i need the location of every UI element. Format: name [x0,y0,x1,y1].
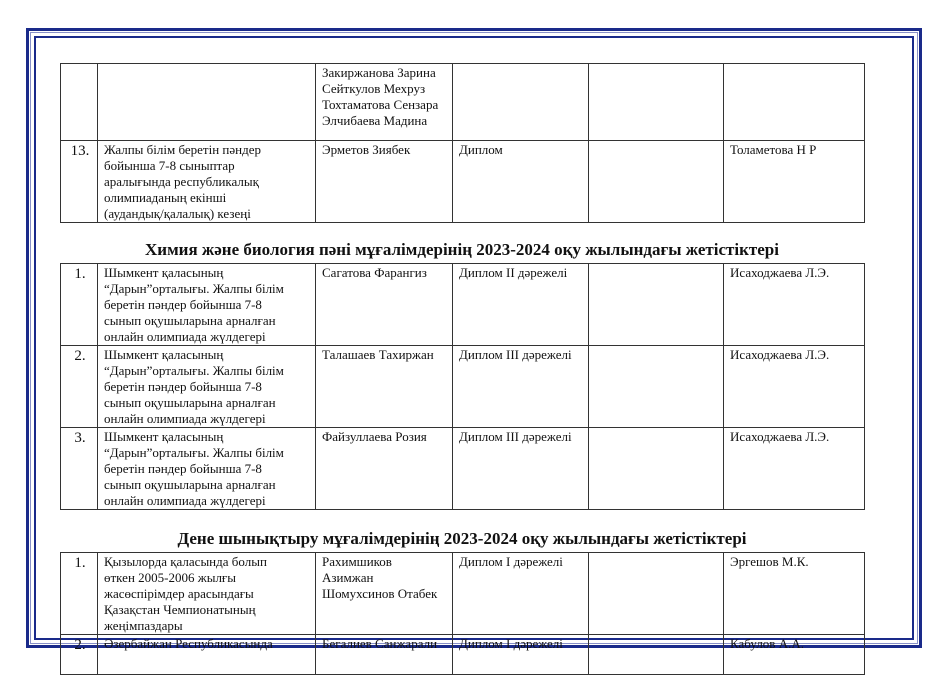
student-name: Рахимшиков [322,554,392,569]
row-number: 2. [61,635,98,675]
student-name: Бегалиев Санжарали [322,636,438,651]
award-cell: Диплом I дәрежелі [453,553,589,635]
student-name: Шомухсинов Отабек [322,586,438,601]
event-line: сынып оқушыларына арналған [104,477,276,492]
event-line: беретін пәндер бойынша 7-8 [104,379,262,394]
table-row [61,346,865,428]
event-line: жасөспірімдер арасындағы [104,586,254,601]
student-cell [316,264,453,346]
row-number: 1. [61,264,98,346]
chemistry-achievements-table [60,263,865,510]
student-name: Эрметов Зиябек [322,142,411,157]
event-line: “Дарын”орталығы. Жалпы білім [104,281,284,296]
row-number: 13. [61,141,98,223]
student-name: Закиржанова Зарина [322,65,436,80]
row-number: 2. [61,346,98,428]
row-number [61,64,98,141]
event-line: бойынша 7-8 сыныптар [104,158,235,173]
extra-cell [589,428,724,510]
award-cell: Диплом III дәрежелі [453,428,589,510]
teacher-cell: Исаходжаева Л.Э. [724,428,865,510]
student-cell [316,635,453,675]
event-line: Шымкент қаласының [104,347,224,362]
event-line: “Дарын”орталығы. Жалпы білім [104,363,284,378]
student-cell [316,346,453,428]
student-name: Азимжан [322,570,374,585]
event-line: Жалпы білім беретін пәндер [104,142,261,157]
extra-cell [589,346,724,428]
pe-achievements-table [60,552,865,675]
event-line: онлайн олимпиада жүлдегері [104,493,266,508]
event-line: “Дарын”орталығы. Жалпы білім [104,445,284,460]
table-row [61,141,865,223]
section-heading-pe: Дене шынықтыру мұғалімдерінің 2023-2024 оқу жылындағы жетістіктері [177,529,747,548]
section-heading-chemistry: Химия және биология пәні мұғалімдерінің 2023-2024 оқу жылындағы жетістіктері [145,240,779,259]
event-line: Қазақстан Чемпионатының [104,602,256,617]
teacher-cell: Эргешов М.К. [724,553,865,635]
event-line: Әзербайжан Республикасында [104,636,273,651]
event-line: беретін пәндер бойынша 7-8 [104,297,262,312]
event-line: өткен 2005-2006 жылғы [104,570,236,585]
event-line: (аудандық/қалалық) кезеңі [104,206,251,221]
extra-cell [589,264,724,346]
event-cell [98,428,316,510]
student-name: Сейткулов Мехруз [322,81,426,96]
row-number: 1. [61,553,98,635]
student-name: Сагатова Фарангиз [322,265,427,280]
extra-cell [589,141,724,223]
award-cell: Диплом [453,141,589,223]
extra-cell [589,635,724,675]
document-content [60,63,864,653]
top-achievements-table [60,63,865,223]
event-line: жеңімпаздары [104,618,183,633]
teacher-cell [724,64,865,141]
teacher-cell: Исаходжаева Л.Э. [724,264,865,346]
student-cell [316,553,453,635]
event-cell [98,553,316,635]
award-cell: Диплом I дәрежелі [453,635,589,675]
extra-cell [589,553,724,635]
table-row [61,64,865,141]
event-line: сынып оқушыларына арналған [104,313,276,328]
event-line: беретін пәндер бойынша 7-8 [104,461,262,476]
student-cell [316,64,453,141]
award-cell [453,64,589,141]
event-cell [98,635,316,675]
student-name: Талашаев Тахиржан [322,347,434,362]
teacher-cell: Кабулов А.А. [724,635,865,675]
table-row [61,553,865,635]
event-cell [98,64,316,141]
event-line: онлайн олимпиада жүлдегері [104,411,266,426]
event-line: сынып оқушыларына арналған [104,395,276,410]
student-name: Тохтаматова Сензара [322,97,439,112]
event-line: Қызылорда қаласында болып [104,554,267,569]
table-row [61,635,865,675]
table-row [61,428,865,510]
event-line: Шымкент қаласының [104,265,224,280]
event-cell [98,264,316,346]
award-cell: Диплом III дәрежелі [453,346,589,428]
student-name: Элчибаева Мадина [322,113,428,128]
student-cell [316,141,453,223]
teacher-cell: Исаходжаева Л.Э. [724,346,865,428]
event-cell [98,141,316,223]
student-name: Файзуллаева Розия [322,429,427,444]
award-cell: Диплом II дәрежелі [453,264,589,346]
student-cell [316,428,453,510]
table-row [61,264,865,346]
extra-cell [589,64,724,141]
event-cell [98,346,316,428]
event-line: Шымкент қаласының [104,429,224,444]
event-line: онлайн олимпиада жүлдегері [104,329,266,344]
event-line: олимпиаданың екінші [104,190,227,205]
row-number: 3. [61,428,98,510]
event-line: аралығында республикалық [104,174,259,189]
teacher-cell: Толаметова Н Р [724,141,865,223]
